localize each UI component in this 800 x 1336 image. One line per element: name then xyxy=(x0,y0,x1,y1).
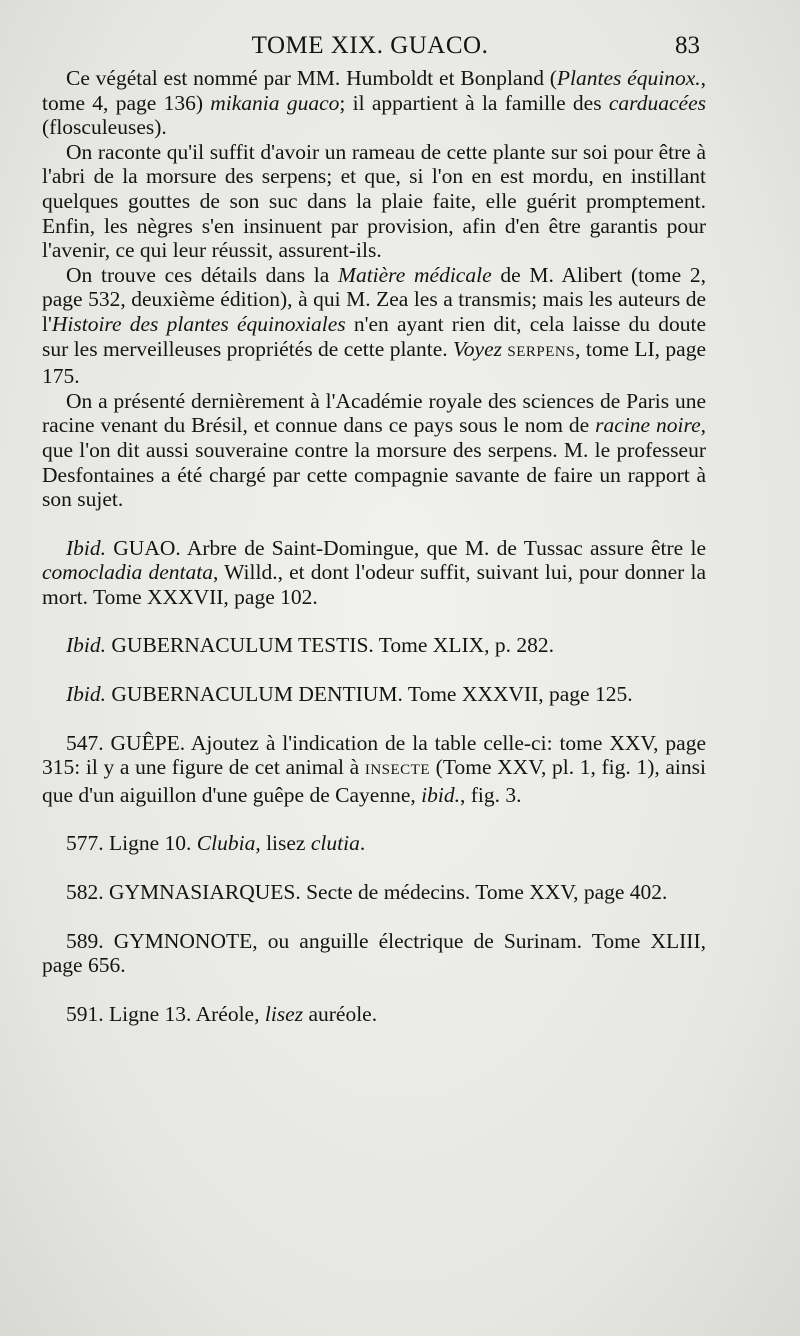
entry-guao: Ibid. GUAO. Arbre de Saint-Domingue, que M. de Tussac assure être le comocladia dentata, Willd., et dont l'odeur suffit, suivant lui, pour donner la mort. Tome XXXVII, page 102. xyxy=(42,535,706,609)
entry-clubia: 577. Ligne 10. Clubia, lisez clutia. xyxy=(66,831,366,856)
page-header xyxy=(40,32,700,68)
paragraph-sources: On trouve ces détails dans la Matière médicale de M. Alibert (tome 2, page 532, deuxième édition), à qui M. Zea les a transmis; mais les auteurs de l'Histoire des plantes équinoxiales n'en ayant rien dit, cela laisse du doute sur les merveilleuses propriétés de cette plante. Voyez SERPENS, tome LI, page 175. xyxy=(42,262,707,389)
paragraph-guaco-classification: Ce végétal est nommé par MM. Humboldt et Bonpland (Plantes équinox., tome 4, page 136) mikania guaco; il appartient à la famille des carduacées (flosculeuses). xyxy=(42,66,706,140)
page-body xyxy=(42,66,706,1026)
paragraph-snake-bite: On raconte qu'il suffit d'avoir un rameau de cette plante sur soi pour être à l'abri de la morsure des serpens; et que, si l'on en est mordu, en instillant quelques gouttes de son suc dans la plaie faite, elle guérit promptement. Enfin, les nègres s'en insinuent par provision, afin d'en être garantis pour l'avenir, ce qui leur réussit, assurent-ils. xyxy=(42,139,706,263)
entry-gymnonote: 589. GYMNONOTE, ou anguille électrique de Surinam. Tome XLIII, page 656. xyxy=(42,928,706,978)
entry-gubernaculum-dentium: Ibid. GUBERNACULUM DENTIUM. Tome XXXVII, page 125. xyxy=(66,682,633,707)
entry-gubernaculum-testis: Ibid. GUBERNACULUM TESTIS. Tome XLIX, p. 282. xyxy=(66,633,555,658)
page-number: 83 xyxy=(675,32,700,59)
entry-areole: 591. Ligne 13. Aréole, lisez auréole. xyxy=(66,1001,378,1026)
running-title: TOME XIX. GUACO. xyxy=(251,32,489,59)
entry-gymnasiarques: 582. GYMNASIARQUES. Secte de médecins. Tome XXV, page 402. xyxy=(66,880,668,905)
entry-guepe: 547. GUÊPE. Ajoutez à l'indication de la table celle-ci: tome XXV, page 315: il y a une figure de cet animal à INSECTE (Tome XXV, pl. 1, fig. 1), ainsi que d'un aiguillon d'une guêpe de Cayenne, ibid., fig. 3. xyxy=(42,730,706,807)
paragraph-racine-noire: On a présenté dernièrement à l'Académie royale des sciences de Paris une racine venant du Brésil, et connue dans ce pays sous le nom de racine noire, que l'on dit aussi souveraine contre la morsure des serpens. M. le professeur Desfontaines a été chargé par cette compagnie savante de faire un rapport à son sujet. xyxy=(42,388,707,512)
